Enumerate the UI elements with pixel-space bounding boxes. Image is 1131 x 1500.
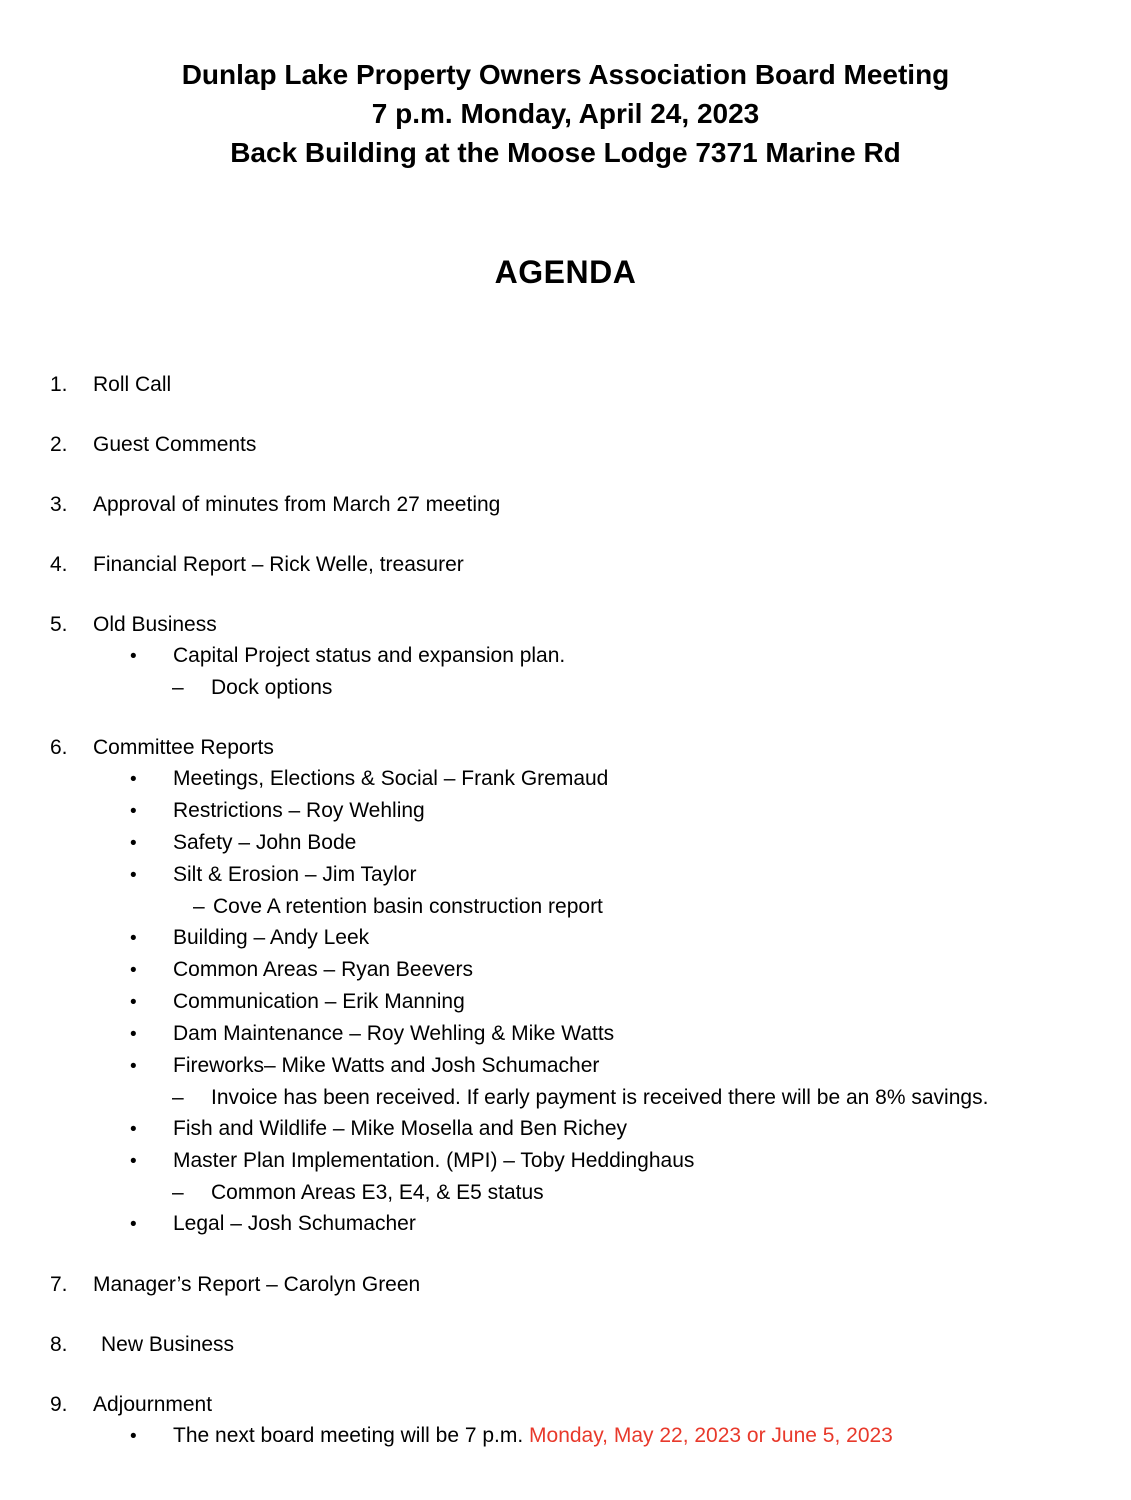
sub-item-text: Invoice has been received. If early payment is received there will be an 8% savings. bbox=[211, 1086, 989, 1109]
agenda-item-main bbox=[0, 549, 1131, 580]
agenda-item-main bbox=[0, 1329, 1131, 1360]
agenda-item-main bbox=[0, 732, 1131, 763]
bullet-icon: • bbox=[130, 833, 137, 854]
sub-item bbox=[0, 672, 1131, 703]
item-number: 6. bbox=[50, 736, 68, 759]
agenda-item bbox=[0, 1389, 1131, 1452]
sub-item bbox=[0, 640, 1131, 672]
sub-item bbox=[0, 859, 1131, 891]
agenda-item bbox=[0, 732, 1131, 1240]
sub-item-text: Master Plan Implementation. (MPI) – Toby Heddinghaus bbox=[173, 1149, 695, 1172]
bullet-icon: • bbox=[130, 992, 137, 1013]
item-number: 5. bbox=[50, 613, 68, 636]
item-number: 1. bbox=[50, 373, 68, 396]
item-text: Committee Reports bbox=[93, 736, 274, 759]
sub-item bbox=[0, 891, 1131, 922]
bullet-icon: • bbox=[130, 928, 137, 949]
item-text: Adjournment bbox=[93, 1393, 213, 1416]
bullet-icon: • bbox=[130, 1214, 137, 1235]
sub-item bbox=[0, 1113, 1131, 1145]
item-number: 4. bbox=[50, 553, 68, 576]
dash-icon: – bbox=[193, 895, 205, 918]
agenda-item bbox=[0, 1329, 1131, 1360]
bullet-icon: • bbox=[130, 1426, 137, 1447]
meeting-datetime: 7 p.m. Monday, April 24, 2023 bbox=[371, 98, 760, 129]
sub-item-text: Fireworks– Mike Watts and Josh Schumacher bbox=[173, 1054, 600, 1077]
sub-item bbox=[0, 1018, 1131, 1050]
document-header bbox=[0, 55, 1131, 172]
sub-item-text: Dam Maintenance – Roy Wehling & Mike Watts bbox=[173, 1022, 615, 1045]
agenda-item bbox=[0, 429, 1131, 460]
bullet-icon: • bbox=[130, 646, 137, 667]
sub-item bbox=[0, 1208, 1131, 1240]
sub-item-text: Building – Andy Leek bbox=[173, 926, 370, 949]
sub-item-text: Communication – Erik Manning bbox=[173, 990, 465, 1013]
sub-item bbox=[0, 986, 1131, 1018]
item-text: New Business bbox=[101, 1333, 235, 1356]
agenda-item-main bbox=[0, 1269, 1131, 1300]
agenda-item bbox=[0, 1269, 1131, 1300]
sub-item-text: Legal – Josh Schumacher bbox=[173, 1212, 416, 1235]
sub-item bbox=[0, 795, 1131, 827]
item-text: Roll Call bbox=[93, 373, 172, 396]
bullet-icon: • bbox=[130, 1056, 137, 1077]
agenda-item bbox=[0, 549, 1131, 580]
bullet-icon: • bbox=[130, 1151, 137, 1172]
highlighted-date-text: Monday, May 22, 2023 or June 5, 2023 bbox=[529, 1424, 893, 1447]
sub-item bbox=[0, 1420, 1131, 1452]
agenda-heading: AGENDA bbox=[494, 254, 637, 290]
agenda-item-main bbox=[0, 1389, 1131, 1420]
dash-icon: – bbox=[172, 1181, 184, 1204]
item-number: 2. bbox=[50, 433, 68, 456]
sub-item bbox=[0, 827, 1131, 859]
bullet-icon: • bbox=[130, 801, 137, 822]
sub-item-text: Meetings, Elections & Social – Frank Gremaud bbox=[173, 767, 609, 790]
agenda-item bbox=[0, 369, 1131, 400]
bullet-icon: • bbox=[130, 1024, 137, 1045]
dash-icon: – bbox=[172, 676, 184, 699]
item-number: 7. bbox=[50, 1273, 68, 1296]
meeting-location: Back Building at the Moose Lodge 7371 Marine Rd bbox=[230, 137, 901, 168]
sub-item-text: Capital Project status and expansion plan. bbox=[173, 644, 566, 667]
item-number: 9. bbox=[50, 1393, 68, 1416]
agenda-item bbox=[0, 609, 1131, 703]
sub-item bbox=[0, 1050, 1131, 1082]
sub-item bbox=[0, 922, 1131, 954]
agenda-item-main bbox=[0, 609, 1131, 640]
item-number: 3. bbox=[50, 493, 68, 516]
item-number: 8. bbox=[50, 1333, 68, 1356]
item-text: Approval of minutes from March 27 meeting bbox=[93, 493, 501, 516]
sub-item bbox=[0, 1082, 1131, 1113]
bullet-icon: • bbox=[130, 865, 137, 886]
dash-icon: – bbox=[172, 1086, 184, 1109]
sub-item-text: The next board meeting will be 7 p.m. bbox=[173, 1424, 530, 1447]
sub-item-text: Dock options bbox=[211, 676, 333, 699]
agenda-item-main bbox=[0, 489, 1131, 520]
meeting-title: Dunlap Lake Property Owners Association Board Meeting bbox=[181, 59, 950, 90]
agenda-item bbox=[0, 489, 1131, 520]
agenda-list bbox=[0, 369, 1131, 1452]
sub-item bbox=[0, 763, 1131, 795]
sub-item-text: Safety – John Bode bbox=[173, 831, 357, 854]
bullet-icon: • bbox=[130, 960, 137, 981]
sub-item-text: Silt & Erosion – Jim Taylor bbox=[173, 863, 417, 886]
item-text: Manager’s Report – Carolyn Green bbox=[93, 1273, 421, 1296]
sub-item bbox=[0, 954, 1131, 986]
item-text: Financial Report – Rick Welle, treasurer bbox=[93, 553, 464, 576]
item-text: Old Business bbox=[93, 613, 217, 636]
bullet-icon: • bbox=[130, 1119, 137, 1140]
sub-item-text: Common Areas E3, E4, & E5 status bbox=[211, 1181, 544, 1204]
sub-item-text: Common Areas – Ryan Beevers bbox=[173, 958, 473, 981]
sub-item-text: Restrictions – Roy Wehling bbox=[173, 799, 425, 822]
sub-item-text: Fish and Wildlife – Mike Mosella and Ben Richey bbox=[173, 1117, 628, 1140]
agenda-item-main bbox=[0, 429, 1131, 460]
sub-item bbox=[0, 1177, 1131, 1208]
agenda-item-main bbox=[0, 369, 1131, 400]
item-text: Guest Comments bbox=[93, 433, 257, 456]
sub-item-text: Cove A retention basin construction report bbox=[213, 895, 603, 918]
bullet-icon: • bbox=[130, 769, 137, 790]
sub-item bbox=[0, 1145, 1131, 1177]
